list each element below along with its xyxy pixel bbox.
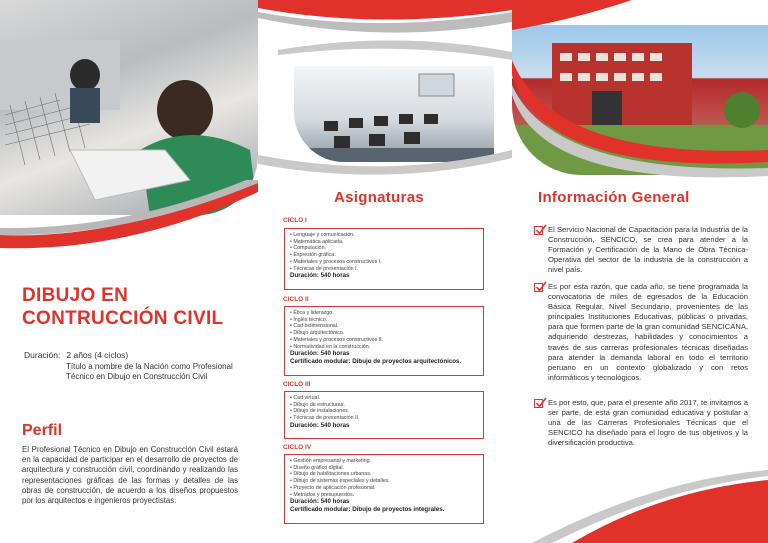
middle-swoosh bbox=[258, 150, 512, 190]
list-item: • Dibujo arquitectónico. bbox=[290, 330, 480, 337]
list-item: • Materiales y procesos constructivos II. bbox=[290, 337, 480, 344]
list-item: • Cad bidimensional. bbox=[290, 323, 480, 330]
info-text-2: Es por esta razón, que cada año, se tiene programada la convocatoria de miles de egresados de la Educación Básica Regular, Nivel Secundario, provenientes de las principales Instituciones Educativas, públicas o privadas, para que formen parte de la gran comunidad SENCICANA, adquiriendo destrezas, habilidades y conocimientos a través de sus carreras profesionales técnicas diseñadas para atender la demanda laboral en todo el territorio peruano en un contexto globalizado y con retos informáticos y tecnológicos. bbox=[548, 282, 748, 382]
red-swoosh-right bbox=[512, 0, 768, 190]
info-text-3: Es por esto, que, para el presente año 2017, te invitamos a ser parte, de esta gran comunidad educativa y postular a una de las Carreras Profesionales Técnicas que el SENCICO ha diseñado para el logro de tus objetivos y la diversificación productiva. bbox=[548, 398, 748, 448]
list-item: • Metrados y presupuestos. bbox=[290, 492, 480, 499]
list-item: • Lenguaje y comunicación. bbox=[290, 232, 480, 239]
list-item: • Inglés técnico. bbox=[290, 317, 480, 324]
checkbox-icon bbox=[534, 399, 543, 408]
list-item: • Diseño gráfico digital. bbox=[290, 465, 480, 472]
cycle-4-label: CICLO IV bbox=[283, 444, 312, 451]
computer-lab-illustration bbox=[294, 66, 494, 162]
duration-row bbox=[24, 350, 128, 360]
cycle-3-box bbox=[284, 391, 484, 439]
computer-lab-photo bbox=[294, 66, 494, 162]
cycle-4-duration: Duración: 540 horas bbox=[290, 498, 350, 506]
list-item: • Dibujo de sistemas especiales y detalles. bbox=[290, 478, 480, 485]
cycle-2-duration: Duración: 540 horas bbox=[290, 350, 350, 358]
duration-value: 2 años (4 ciclos) bbox=[66, 350, 129, 360]
cycle-4-certificate: Certificado modular: Dibujo de proyectos integrales. bbox=[290, 505, 445, 513]
info-text-1: El Servicio Nacional de Capacitación para la Industria de la Construcción, SENCICO, se crea para atender a la Formación y Certificación de la Mano de Obra Técnica-Operativa del sector de la industria de la construcción a nivel país. bbox=[548, 225, 748, 275]
cycle-2-label: CICLO II bbox=[283, 296, 309, 303]
list-item: • Proyecto de aplicación profesional. bbox=[290, 485, 480, 492]
checkbox-icon bbox=[534, 226, 543, 235]
top-swoosh bbox=[258, 0, 512, 70]
cycle-1-box bbox=[284, 228, 484, 290]
info-item-1 bbox=[534, 225, 748, 275]
list-item: • Dibujo de habilitaciones urbanas. bbox=[290, 471, 480, 478]
list-item: • Normatividad en la construcción. bbox=[290, 344, 480, 351]
perfil-heading: Perfil bbox=[22, 422, 63, 439]
list-item: • Gestión empresarial y marketing. bbox=[290, 458, 480, 465]
list-item: • Dibujo de estructuras. bbox=[290, 402, 480, 409]
info-general-heading: Información General bbox=[538, 189, 690, 206]
cycle-2-certificate: Certificado modular: Dibujo de proyectos arquitectónicos. bbox=[290, 357, 462, 365]
list-item: • Expresión gráfica. bbox=[290, 252, 480, 259]
list-item: • Ética y liderazgo. bbox=[290, 310, 480, 317]
list-item: • Dibujo de instalaciones. bbox=[290, 408, 480, 415]
red-swoosh bbox=[0, 180, 258, 260]
list-item: • Técnicas de presentación I. bbox=[290, 266, 480, 273]
list-item: • Cad virtual. bbox=[290, 395, 480, 402]
list-item: • Matemática aplicada. bbox=[290, 239, 480, 246]
list-item: • Materiales y procesos constructivos I. bbox=[290, 259, 480, 266]
bottom-swoosh bbox=[512, 470, 768, 543]
asignaturas-heading: Asignaturas bbox=[334, 189, 424, 206]
cycle-4-box bbox=[284, 454, 484, 524]
cycle-1-label: CICLO I bbox=[283, 217, 307, 224]
cycle-3-label: CICLO III bbox=[283, 381, 311, 388]
middle-panel bbox=[258, 0, 512, 543]
perfil-text: El Profesional Técnico en Dibujo en Construcción Civil estará en la capacidad de participar en el desarrollo de proyectos de arquitectura y construcción civil, coordinando y realizando las representaciones gráficas de las formas y detalles de las obras de construcción, de acuerdo a los diseños propuestos por los arquitectos e ingenieros proyectistas. bbox=[22, 445, 238, 506]
duration-label: Duración: bbox=[24, 350, 61, 360]
info-item-3 bbox=[534, 398, 748, 448]
info-item-2 bbox=[534, 282, 748, 383]
degree-title: Título a nombre de la Nación como Profesional Técnico en Dibujo en Construcción Civil bbox=[66, 362, 233, 381]
cycle-3-duration: Duración: 540 horas bbox=[290, 421, 350, 429]
cycle-2-box bbox=[284, 306, 484, 376]
right-panel bbox=[512, 0, 768, 543]
list-item: • Técnicas de presentación II. bbox=[290, 415, 480, 422]
checkbox-icon bbox=[534, 283, 543, 292]
career-title: DIBUJO EN CONTRUCCIÓN CIVIL bbox=[22, 285, 224, 329]
list-item: • Computación. bbox=[290, 245, 480, 252]
left-panel bbox=[0, 0, 258, 543]
cycle-1-duration: Duración: 540 horas bbox=[290, 272, 350, 280]
